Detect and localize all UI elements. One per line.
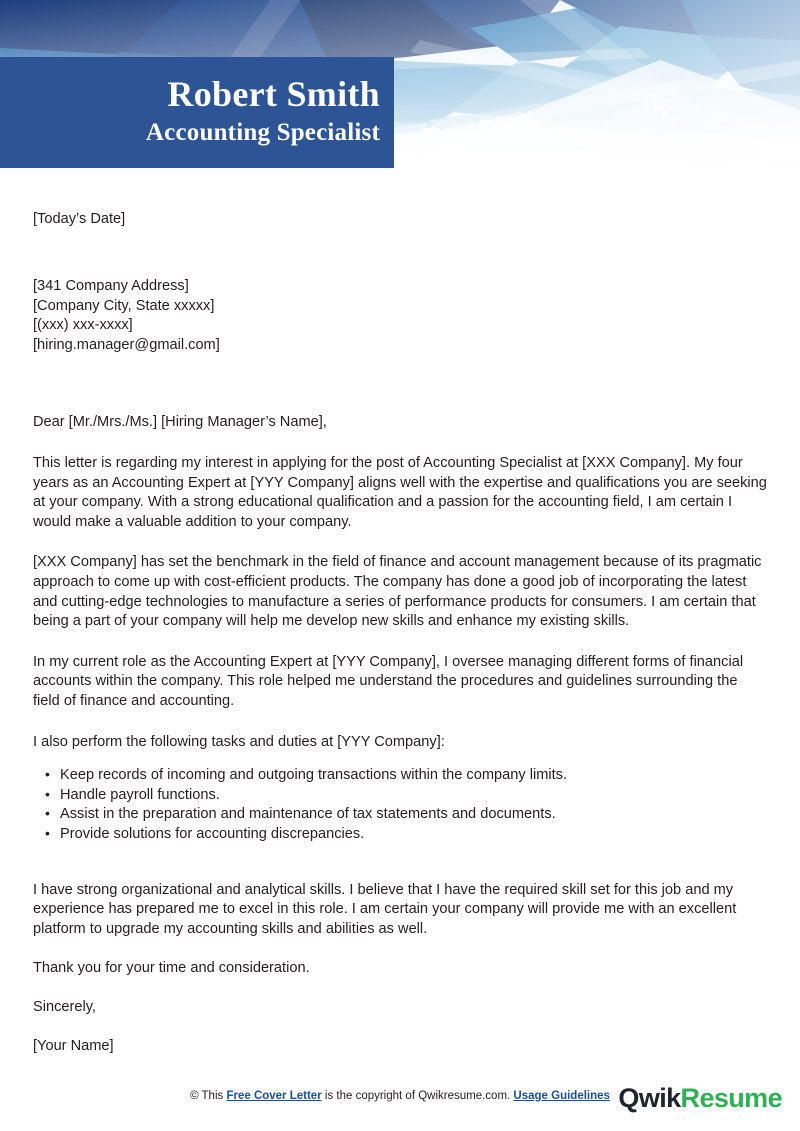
date-field: [Today’s Date] — [33, 211, 126, 227]
usage-guidelines-link[interactable]: Usage Guidelines — [513, 1090, 610, 1102]
salutation: Dear [Mr./Mrs./Ms.] [Hiring Manager’s Name], — [33, 414, 327, 430]
list-item: • Keep records of incoming and outgoing transactions within the company limits. — [45, 766, 767, 786]
list-item: • Provide solutions for accounting discrepancies. — [45, 825, 767, 845]
signature-name: [Your Name] — [33, 1038, 114, 1055]
signoff-line: Sincerely, — [33, 999, 96, 1016]
qwikresume-logo[interactable] — [618, 1083, 782, 1113]
free-cover-letter-link[interactable]: Free Cover Letter — [226, 1090, 322, 1102]
closing-paragraph: I have strong organizational and analytical skills. I believe that I have the required skill set for this job and my experience has prepared me to excel in this role. I am certain your company will provide me with an excellent platform to upgrade my accounting skills and abilities as well. — [33, 881, 737, 937]
thank-you-line: Thank you for your time and consideration. — [33, 960, 310, 977]
body-paragraph-2: [XXX Company] has set the benchmark in the field of finance and account management because of its pragmatic approach to come up with cost-efficient products. The company has done a good job of incorporating the latest and cutting-edge technologies to manufacture a series of performance products for consumers. I am certain that being a part of your company will help me develop new skills and enhance my existing skills. — [33, 554, 762, 630]
body-paragraph-1: This letter is regarding my interest in applying for the post of Accounting Specialist at [XXX Company]. My four years as an Accounting Expert at [YYY Company] aligns well with the expertise and qualifications you are seeking at your company. With a strong educational qualification and a passion for the accounting field, I am certain I would make a valuable addition to your company. — [33, 455, 767, 530]
applicant-name: Robert Smith — [167, 73, 380, 114]
applicant-job-title: Accounting Specialist — [145, 118, 380, 146]
copyright-middle: is the copyright of Qwikresume.com. — [321, 1090, 514, 1102]
duties-list — [33, 766, 767, 844]
address-line: [341 Company Address] — [33, 278, 189, 294]
list-item: • Assist in the preparation and maintenance of tax statements and documents. — [45, 805, 767, 825]
address-line: [Company City, State xxxxx] — [33, 297, 215, 314]
name-title-plate — [0, 57, 394, 168]
tasks-intro-line: I also perform the following tasks and duties at [YYY Company]: — [33, 733, 445, 750]
list-item: • Handle payroll functions. — [45, 786, 767, 806]
logo-text-qwik: Qwik — [618, 1083, 681, 1113]
page-footer — [0, 1071, 800, 1131]
copyright-prefix: © This — [190, 1090, 227, 1102]
body-paragraph-3: In my current role as the Accounting Expert at [YYY Company], I oversee managing different forms of financial accounts within the company. This role helped me understand the procedures and guidelines surrounding the field of finance and accounting. — [33, 653, 744, 709]
address-line: [hiring.manager@gmail.com] — [33, 336, 220, 353]
address-line: [(xxx) xxx-xxxx] — [33, 317, 133, 333]
logo-text-resume: Resume — [680, 1083, 782, 1113]
letter-body — [33, 210, 767, 1056]
recipient-address-block — [33, 277, 767, 355]
